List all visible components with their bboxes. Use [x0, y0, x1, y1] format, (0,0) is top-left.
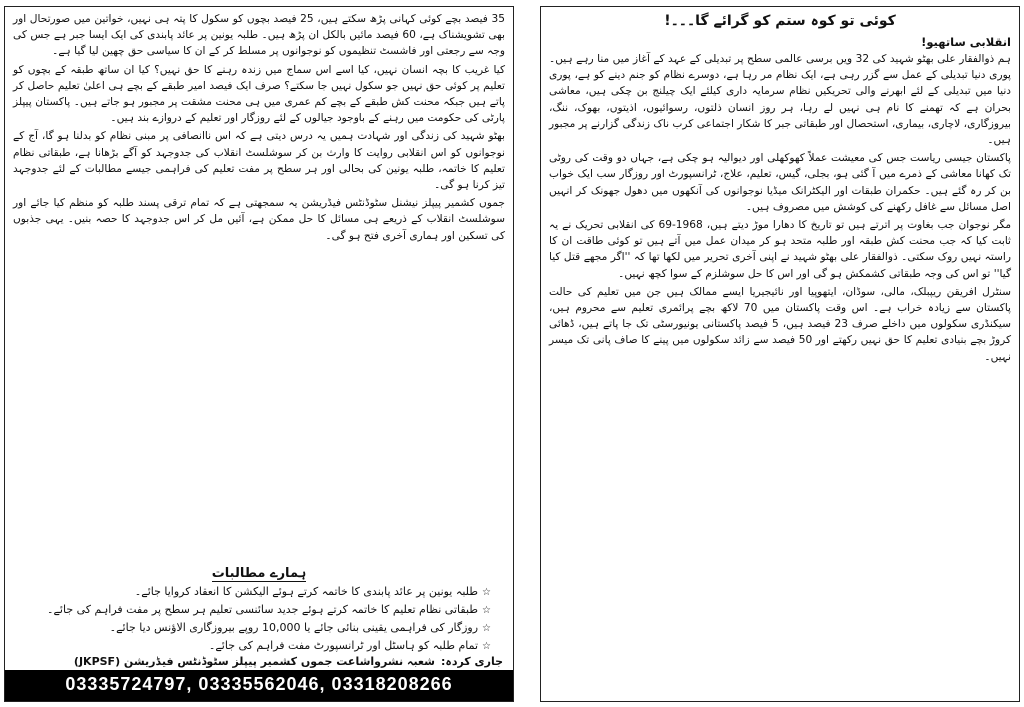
paragraph: ہم ذوالفقار علی بھٹو شہید کی 32 ویں برسی عالمی سطح پر تبدیلی کے عہد کے آغاز میں منا رہے ہیں۔ پوری دنیا تبدیلی کے عمل سے گزر رہی ہے، ایک نظام مر رہا ہے، دوسرے نظام کو جنم دینے کو ہے، پوری دنیا میں تبدیلی کے لئے ابھرنے والی تحریکیں نظام سرمایہ داری کیلئے ایک چیلنج بن چکی ہیں، معاشی بحران ہے کہ تھمنے کا نام ہی نہیں لے رہا، ہر روز انسان ذلتوں، رسوائیوں، اذیتوں، بھوک، ننگ، بیروزگاری، لاچاری، بیماری، استحصال اور طبقاتی جبر کا شکار اجتماعی کرب ناک زندگی گزارنے پر مجبور ہیں۔ — [549, 53, 1011, 147]
demands-heading: ہمارے مطالبات — [211, 566, 307, 581]
star-bullet-icon: ☆ — [482, 641, 491, 652]
paragraph: پاکستان جیسی ریاست جس کی معیشت عملاً کھوکھلی اور دیوالیہ ہو چکی ہے، جہاں دو وقت کی روٹی تک کھانا معاشی کے ذمرے میں آ گئی ہو، بجلی، گیس، تعلیم، علاج، ٹرانسپورٹ اور روزگار سب ایک خواب بن کر رہ گئے ہیں۔ حکمران طبقات اور الیکٹرانک میڈیا نوجوانوں کی آنکھوں میں دھول جھونک کر انہیں اصل مسائل سے غافل رکھنے کی کوشش میں مصروف ہیں۔ — [549, 152, 1011, 213]
salutation: انقلابی ساتھیو! — [921, 35, 1011, 49]
leaflet-page-left — [4, 6, 514, 702]
demand-item: ☆طبقاتی نظام تعلیم کا خاتمہ کرتے ہوئے جدید سائنسی تعلیم ہر سطح پر مفت فراہم کی جائے۔ — [47, 603, 491, 616]
star-bullet-icon: ☆ — [482, 587, 491, 598]
left-page-footer — [5, 562, 513, 701]
demands-list — [27, 583, 491, 655]
paragraph: جموں کشمیر پیپلز نیشنل سٹوڈنٹس فیڈریشن یہ سمجھتی ہے کہ تمام ترقی پسند طلبہ کو منظم کیا جائے اور سوشلسٹ انقلاب کے ذریعے ہی مسائل کا حل ممکن ہے، آئیں مل کر اس جدوجہد کا حصہ بنیں۔ یہی جذبوں کی تسکین اور ہماری آخری فتح ہو گی۔ — [13, 197, 505, 242]
demand-item: ☆طلبہ یونین پر عائد پابندی کا خاتمہ کرتے ہوئے الیکشن کا انعقاد کروایا جائے۔ — [134, 585, 491, 598]
leaflet-title: کوئی تو کوہ ستم کو گرائے گا۔۔۔! — [664, 13, 896, 29]
star-bullet-icon: ☆ — [482, 623, 491, 634]
paragraph: کیا غریب کا بچہ انسان نہیں، کیا اسے اس سماج میں زندہ رہنے کا حق نہیں؟ کیا ان ساتھ طبقہ کے بچوں کو تعلیم پر کوئی حق نہیں جو سکول نہیں جا سکتے؟ صرف ایک فیصد امیر طبقے کے بچے ہی اعلیٰ تعلیم حاصل کر پاتے ہیں جبکہ محنت کش طبقے کے بچے کم عمری میں ہی محنت مشقت پر مجبور ہو جاتے ہیں۔ پاکستان پیپلز پارٹی کی حکومت میں رہنے کے باوجود جیالوں کے لئے روزگار اور تعلیم کے دروازے بند ہیں۔ — [13, 63, 505, 125]
right-page-body — [541, 51, 1019, 651]
paragraph: سنٹرل افریقن ریپبلک، مالی، سوڈان، ایتھوپیا اور نائیجیریا ایسے ممالک ہیں جن میں تعلیم کی حالت پاکستان سے زیادہ خراب ہے۔ اس وقت پاکستان میں 70 لاکھ بچے پرائمری تعلیم سے محروم ہیں، سیکنڈری سکولوں میں داخلے صرف 23 فیصد ہیں، 5 فیصد پاکستانی یونیورسٹی تک جا پاتے ہیں، ڈھائی کروڑ بچے بنیادی تعلیم کا حق نہیں رکھتے اور 50 فیصد سے زائد سکولوں میں پینے کا صاف پانی تک میسر نہیں۔ — [549, 285, 1012, 363]
paragraph: 35 فیصد بچے کوئی کہانی پڑھ سکتے ہیں، 25 فیصد بچوں کو سکول کا پتہ ہی نہیں، خواتین میں صورتحال اور بھی تشویشناک ہے، 60 فیصد مائیں بالکل ان پڑھ ہیں۔ طلبہ یونین پر عائد پابندی کی ایک ایسا جبر ہے جس کی وجہ سے رجعتی اور فاشسٹ تنظیموں کو نوجوانوں پر مسلط کر کے ان کا سیاسی حق چھین لیا گیا ہے۔ — [13, 13, 505, 58]
demand-item: ☆روزگار کی فراہمی یقینی بنائی جائے یا 10,000 روپے بیروزگاری الاؤنس دیا جائے۔ — [109, 621, 491, 634]
phone-numbers-bar: 03335724797, 03335562046, 03318208266 — [5, 670, 513, 701]
issuer-org: شعبہ نشرواشاعت جموں کشمیر پیپلز سٹوڈنٹس فیڈریشن (JKPSF) — [73, 655, 435, 668]
paragraph: بھٹو شہید کی زندگی اور شہادت ہمیں یہ درس دیتی ہے کہ اس ناانصافی پر مبنی نظام کو بدلنا ہو گا، آج کے نوجوانوں کو اس انقلابی روایت کا وارث بن کر سوشلسٹ انقلاب کی جدوجہد کو آگے بڑھانا ہے، طبقاتی نظام تعلیم کا خاتمہ، طلبہ یونین کی بحالی اور ہر سطح پر مفت تعلیم کی فراہمی جیسے مطالبات کے لئے جدوجہد تیز کرنا ہو گی۔ — [13, 130, 505, 192]
issuer-line — [5, 655, 513, 668]
star-bullet-icon: ☆ — [482, 605, 491, 616]
issuer-label: جاری کردہ: — [440, 655, 503, 668]
leaflet-page-right — [540, 6, 1020, 702]
demand-item: ☆تمام طلبہ کو ہاسٹل اور ٹرانسپورٹ مفت فراہم کی جائے۔ — [208, 639, 491, 652]
paragraph: مگر نوجوان جب بغاوت پر اترتے ہیں تو تاریخ کا دھارا موڑ دیتے ہیں، 1968-69 کی انقلابی تحریک نے یہ ثابت کیا کہ جب محنت کش طبقہ اور طلبہ متحد ہو کر میدان عمل میں آتے ہیں تو کوئی طاقت ان کا راستہ نہیں روک سکتی۔ ذوالفقار علی بھٹو شہید نے اپنی آخری تحریر میں لکھا تھا کہ ''اگر مجھے قتل کیا گیا'' تو اس کی وجہ طبقاتی کشمکش ہو گی اور اس کا حل سوشلزم کے سوا کچھ نہیں۔ — [549, 219, 1011, 280]
left-page-body — [5, 7, 513, 491]
